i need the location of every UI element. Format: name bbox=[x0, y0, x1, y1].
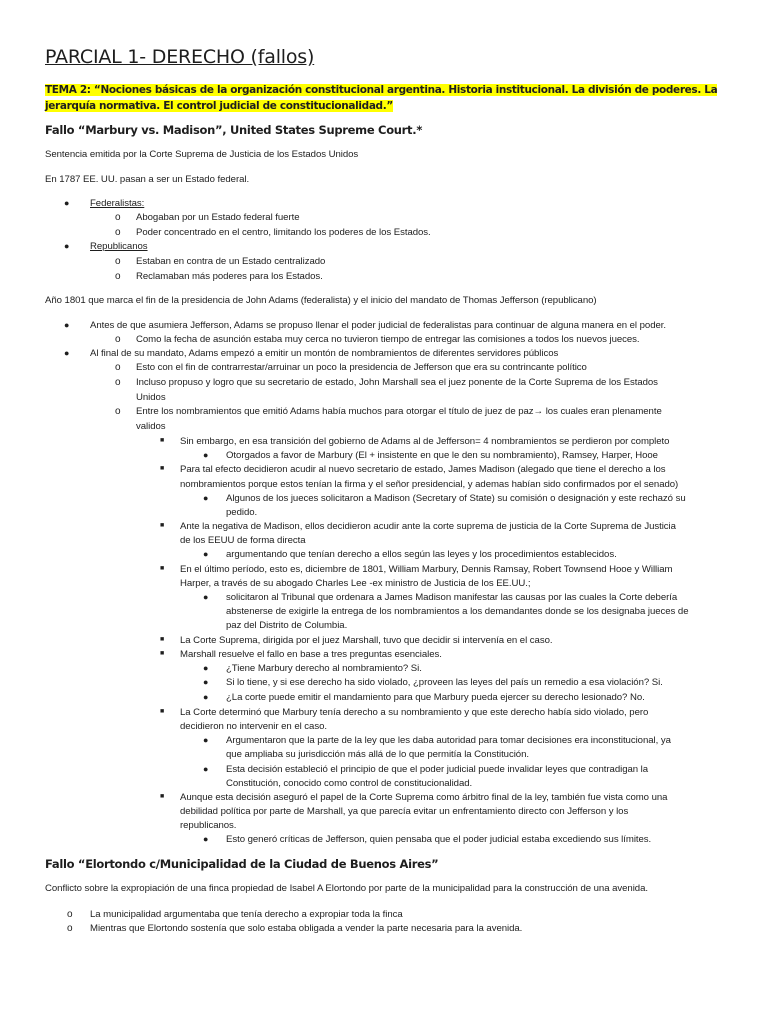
bullet-icon: o bbox=[67, 923, 73, 934]
list-item-continuation: pedido. bbox=[226, 507, 258, 518]
paragraph: En 1787 EE. UU. pasan a ser un Estado federal. bbox=[45, 174, 250, 185]
list-item-continuation: debilidad política por parte de Marshall, ya que parecía evitar un enfrentamiento directo con Jefferson y los bbox=[180, 806, 629, 817]
bullet-icon: ● bbox=[203, 493, 209, 503]
bullet-icon: ■ bbox=[160, 636, 165, 643]
list-item: La Corte Suprema, dirigida por el juez Marshall, tuvo que decidir si intervenía en el caso. bbox=[180, 635, 553, 646]
bullet-icon: o bbox=[115, 212, 121, 223]
list-item: Estaban en contra de un Estado centralizado bbox=[136, 256, 326, 267]
bullet-icon: ● bbox=[203, 692, 209, 702]
list-item: Ante la negativa de Madison, ellos decidieron acudir ante la corte suprema de justicia de la Corte Suprema de Justicia bbox=[180, 521, 676, 532]
bullet-icon: o bbox=[115, 334, 121, 345]
bullet-icon: ■ bbox=[160, 565, 165, 572]
bullet-icon: ● bbox=[203, 549, 209, 559]
list-item-continuation: que ampliaba su jurisdicción más allá de lo que permitía la Constitución. bbox=[226, 749, 529, 760]
list-item-continuation: decidieron no intervenir en el caso. bbox=[180, 721, 327, 732]
bullet-icon: o bbox=[115, 227, 121, 238]
bullet-icon: ● bbox=[203, 735, 209, 745]
list-item: Incluso propuso y logro que su secretario de estado, John Marshall sea el juez ponente de la Corte Suprema de los Estados bbox=[136, 377, 658, 388]
bullet-icon: ● bbox=[64, 198, 70, 208]
bullet-icon: o bbox=[115, 406, 121, 417]
bullet-icon: ● bbox=[64, 241, 70, 251]
list-item: Otorgados a favor de Marbury (El + insistente en que le den su nombramiento), Ramsey, Harper, Hooe bbox=[226, 450, 658, 461]
list-item: La Corte determinó que Marbury tenía derecho a su nombramiento y que este derecho había sido violado, pero bbox=[180, 707, 649, 718]
list-item: Aunque esta decisión aseguró el papel de la Corte Suprema como árbitro final de la ley, también fue vista como una bbox=[180, 792, 668, 803]
list-item: Esto con el fin de contrarrestar/arruinar un poco la presidencia de Jefferson que era su contrincante político bbox=[136, 362, 587, 373]
bullet-icon: o bbox=[115, 256, 121, 267]
list-item-continuation: abstenerse de exigirle la entrega de los nombramientos a los demandantes donde se los designaba jueces de bbox=[226, 606, 689, 617]
list-item: Argumentaron que la parte de la ley que les daba autoridad para tomar decisiones era inconstitucional, ya bbox=[226, 735, 671, 746]
paragraph: Sentencia emitida por la Corte Suprema de Justicia de los Estados Unidos bbox=[45, 149, 359, 160]
bullet-icon: ● bbox=[203, 663, 209, 673]
bullet-icon: ■ bbox=[160, 522, 165, 529]
topic-text: TEMA 2: “Nociones básicas de la organización constitucional argentina. Historia institucional. La división de poderes. La jerarquía normativa. El control judicial de constitucionalidad.” bbox=[45, 84, 718, 112]
list-item: Sin embargo, en esa transición del gobierno de Adams al de Jefferson= 4 nombramientos se perdieron por completo bbox=[180, 436, 670, 447]
bullet-icon: o bbox=[115, 362, 121, 373]
bullet-icon: o bbox=[115, 271, 121, 282]
list-item: ¿La corte puede emitir el mandamiento para que Marbury pueda ejercer su derecho lesionado? No. bbox=[226, 692, 645, 703]
list-item: Reclamaban más poderes para los Estados. bbox=[136, 271, 323, 282]
list-item: La municipalidad argumentaba que tenía derecho a expropiar toda la finca bbox=[90, 909, 403, 920]
list-item: Esto generó críticas de Jefferson, quien pensaba que el poder judicial estaba excediendo sus límites. bbox=[226, 834, 652, 845]
list-item: Mientras que Elortondo sostenía que solo estaba obligada a vender la parte necesaria para la avenida. bbox=[90, 923, 523, 934]
bullet-icon: ■ bbox=[160, 465, 165, 472]
bullet-icon: ● bbox=[203, 834, 209, 844]
list-item: solicitaron al Tribunal que ordenara a James Madison manifestar las causas por las cuales la Corte debería bbox=[226, 592, 678, 603]
list-item-continuation: republicanos. bbox=[180, 820, 237, 831]
bullet-icon: ● bbox=[64, 320, 70, 330]
list-item-continuation: de los EEUU de forma directa bbox=[180, 535, 306, 546]
bullet-icon: ■ bbox=[160, 708, 165, 715]
list-item: Para tal efecto decidieron acudir al nuevo secretario de estado, James Madison (alegado que tiene el derecho a los bbox=[180, 464, 666, 475]
bullet-icon: ● bbox=[203, 764, 209, 774]
case1-heading: Fallo “Marbury vs. Madison”, United States Supreme Court.* bbox=[45, 123, 423, 137]
document-title: PARCIAL 1- DERECHO (fallos) bbox=[45, 46, 315, 68]
list-item: Entre los nombramientos que emitió Adams había muchos para otorgar el título de juez de paz→ los cuales eran plenamente bbox=[136, 406, 662, 417]
list-item-continuation: validos bbox=[136, 421, 166, 432]
list-item: Como la fecha de asunción estaba muy cerca no tuvieron tiempo de entregar las comisiones a todos los nuevos jueces. bbox=[136, 334, 640, 345]
list-item: Poder concentrado en el centro, limitando los poderes de los Estados. bbox=[136, 227, 431, 238]
paragraph: Conflicto sobre la expropiación de una finca propiedad de Isabel A Elortondo por parte de la municipalidad para la construcción de una avenida. bbox=[45, 883, 648, 894]
list-item: En el último período, esto es, diciembre de 1801, William Marbury, Dennis Ramsay, Robert Townsend Hooe y William bbox=[180, 564, 673, 575]
list-item: argumentando que tenían derecho a ellos según las leyes y los procedimientos establecidos. bbox=[226, 549, 617, 560]
topic-highlight bbox=[45, 82, 725, 114]
list-item: Algunos de los jueces solicitaron a Madison (Secretary of State) su comisión o designación y este rechazó su bbox=[226, 493, 686, 504]
bullet-icon: ● bbox=[203, 450, 209, 460]
bullet-icon: ● bbox=[203, 592, 209, 602]
bullet-icon: ● bbox=[64, 348, 70, 358]
list-item: Antes de que asumiera Jefferson, Adams se propuso llenar el poder judicial de federalistas para continuar de alguna manera en el poder. bbox=[90, 320, 666, 331]
bullet-icon: ● bbox=[203, 677, 209, 687]
bullet-icon: ■ bbox=[160, 650, 165, 657]
list-item: Republicanos bbox=[90, 241, 148, 252]
list-item: Si lo tiene, y si ese derecho ha sido violado, ¿proveen las leyes del país un remedio a esa violación? Si. bbox=[226, 677, 663, 688]
list-item: Abogaban por un Estado federal fuerte bbox=[136, 212, 300, 223]
case2-heading: Fallo “Elortondo c/Municipalidad de la Ciudad de Buenos Aires” bbox=[45, 857, 439, 871]
list-item-continuation: Harper, a través de su abogado Charles Lee -ex ministro de Justicia de los EE.UU.; bbox=[180, 578, 531, 589]
list-item-continuation: Constitución, conocido como control de constitucionalidad. bbox=[226, 778, 473, 789]
list-item: ¿Tiene Marbury derecho al nombramiento? Si. bbox=[226, 663, 422, 674]
bullet-icon: ■ bbox=[160, 793, 165, 800]
list-item-continuation: Unidos bbox=[136, 392, 166, 403]
list-item-continuation: paz del Distrito de Columbia. bbox=[226, 620, 348, 631]
list-item: Esta decisión estableció el principio de que el poder judicial puede invalidar leyes que contradigan la bbox=[226, 764, 649, 775]
bullet-icon: o bbox=[67, 909, 73, 920]
bullet-icon: ■ bbox=[160, 437, 165, 444]
list-item-continuation: nombramientos porque estos tenían la firma y el señor presidencial, y ademas habían sido confirmados por el senado) bbox=[180, 479, 679, 490]
list-item: Marshall resuelve el fallo en base a tres preguntas esenciales. bbox=[180, 649, 442, 660]
paragraph: Año 1801 que marca el fin de la presidencia de John Adams (federalista) y el inicio del mandato de Thomas Jefferson (republicano) bbox=[45, 295, 597, 306]
list-item: Federalistas: bbox=[90, 198, 145, 209]
list-item: Al final de su mandato, Adams empezó a emitir un montón de nombramientos de diferentes servidores públicos bbox=[90, 348, 559, 359]
bullet-icon: o bbox=[115, 377, 121, 388]
